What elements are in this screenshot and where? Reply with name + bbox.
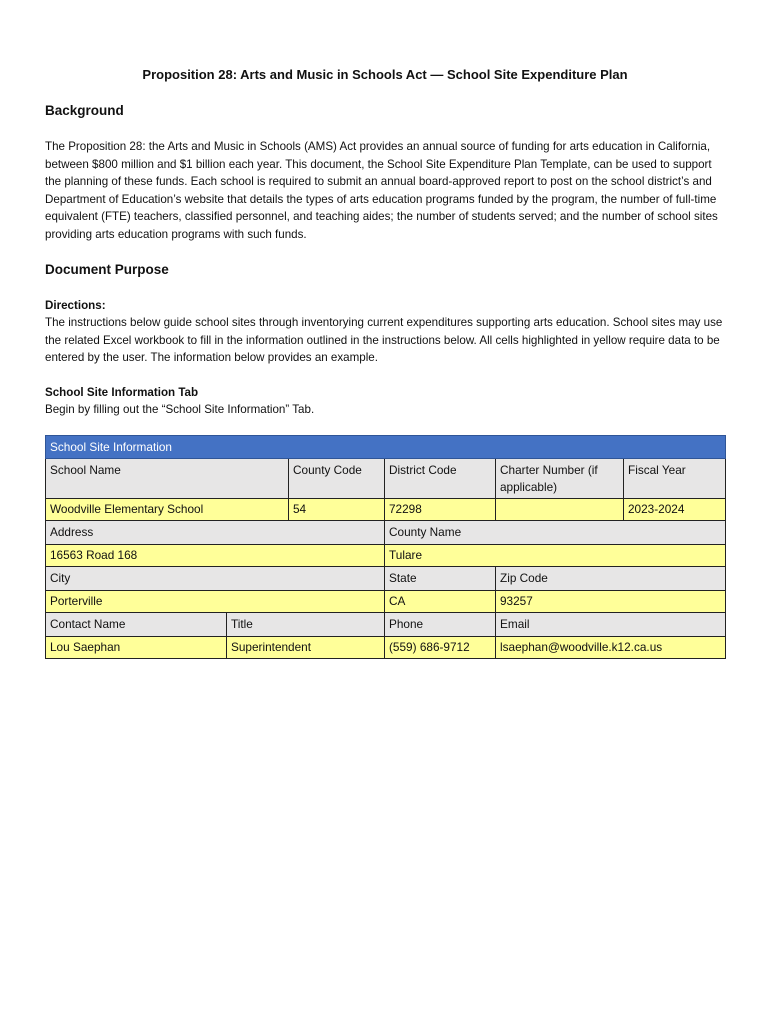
county-name-field[interactable]: Tulare bbox=[385, 545, 726, 567]
tab-instructions: Begin by filling out the “School Site Information” Tab. bbox=[45, 403, 315, 416]
table-header: School Site Information bbox=[46, 436, 726, 459]
document-title: Proposition 28: Arts and Music in Schools Act — School Site Expenditure Plan bbox=[142, 67, 628, 82]
title-field[interactable]: Superintendent bbox=[227, 637, 385, 659]
contact-name-field[interactable]: Lou Saephan bbox=[46, 637, 227, 659]
state-field[interactable]: CA bbox=[385, 591, 496, 613]
school-site-information-table bbox=[45, 435, 726, 659]
zip-code-label: Zip Code bbox=[496, 567, 726, 591]
email-label: Email bbox=[496, 613, 726, 637]
state-label: State bbox=[385, 567, 496, 591]
directions-paragraph: The instructions below guide school sites through inventorying current expenditures supporting arts education. School sites may use the related Excel workbook to fill in the information outlined in the instructions below. All cells highlighted in yellow require data to be entered by the user. The information below provides an example. bbox=[45, 316, 723, 365]
phone-label: Phone bbox=[385, 613, 496, 637]
address-field[interactable]: 16563 Road 168 bbox=[46, 545, 385, 567]
charter-number-label: Charter Number (if applicable) bbox=[496, 459, 624, 499]
district-code-label: District Code bbox=[385, 459, 496, 499]
county-name-label: County Name bbox=[385, 521, 726, 545]
tab-heading: School Site Information Tab bbox=[45, 386, 199, 399]
county-code-label: County Code bbox=[289, 459, 385, 499]
county-code-field[interactable]: 54 bbox=[289, 499, 385, 521]
email-field[interactable]: lsaephan@woodville.k12.ca.us bbox=[496, 637, 726, 659]
school-name-label: School Name bbox=[46, 459, 289, 499]
fiscal-year-field[interactable]: 2023-2024 bbox=[624, 499, 726, 521]
zip-code-field[interactable]: 93257 bbox=[496, 591, 726, 613]
charter-number-field[interactable] bbox=[496, 499, 624, 521]
address-label: Address bbox=[46, 521, 385, 545]
background-heading: Background bbox=[45, 103, 124, 118]
phone-field[interactable]: (559) 686-9712 bbox=[385, 637, 496, 659]
city-field[interactable]: Porterville bbox=[46, 591, 385, 613]
school-name-field[interactable]: Woodville Elementary School bbox=[46, 499, 289, 521]
district-code-field[interactable]: 72298 bbox=[385, 499, 496, 521]
purpose-heading: Document Purpose bbox=[45, 262, 169, 277]
fiscal-year-label: Fiscal Year bbox=[624, 459, 726, 499]
title-label: Title bbox=[227, 613, 385, 637]
contact-name-label: Contact Name bbox=[46, 613, 227, 637]
background-paragraph: The Proposition 28: the Arts and Music in Schools (AMS) Act provides an annual source of funding for arts education in California, between $800 million and $1 billion each year. This document, the School Site Expenditure Plan Template, can be used to support the planning of these funds. Each school is required to submit an annual board-approved report to post on the school district’s and Department of Education’s website that details the types of arts education programs funded by the program, the number of full-time equivalent (FTE) teachers, classified personnel, and teaching aides; the number of students served; and the number of school sites providing arts education programs with such funds. bbox=[45, 140, 718, 241]
city-label: City bbox=[46, 567, 385, 591]
directions-label: Directions: bbox=[45, 299, 106, 312]
